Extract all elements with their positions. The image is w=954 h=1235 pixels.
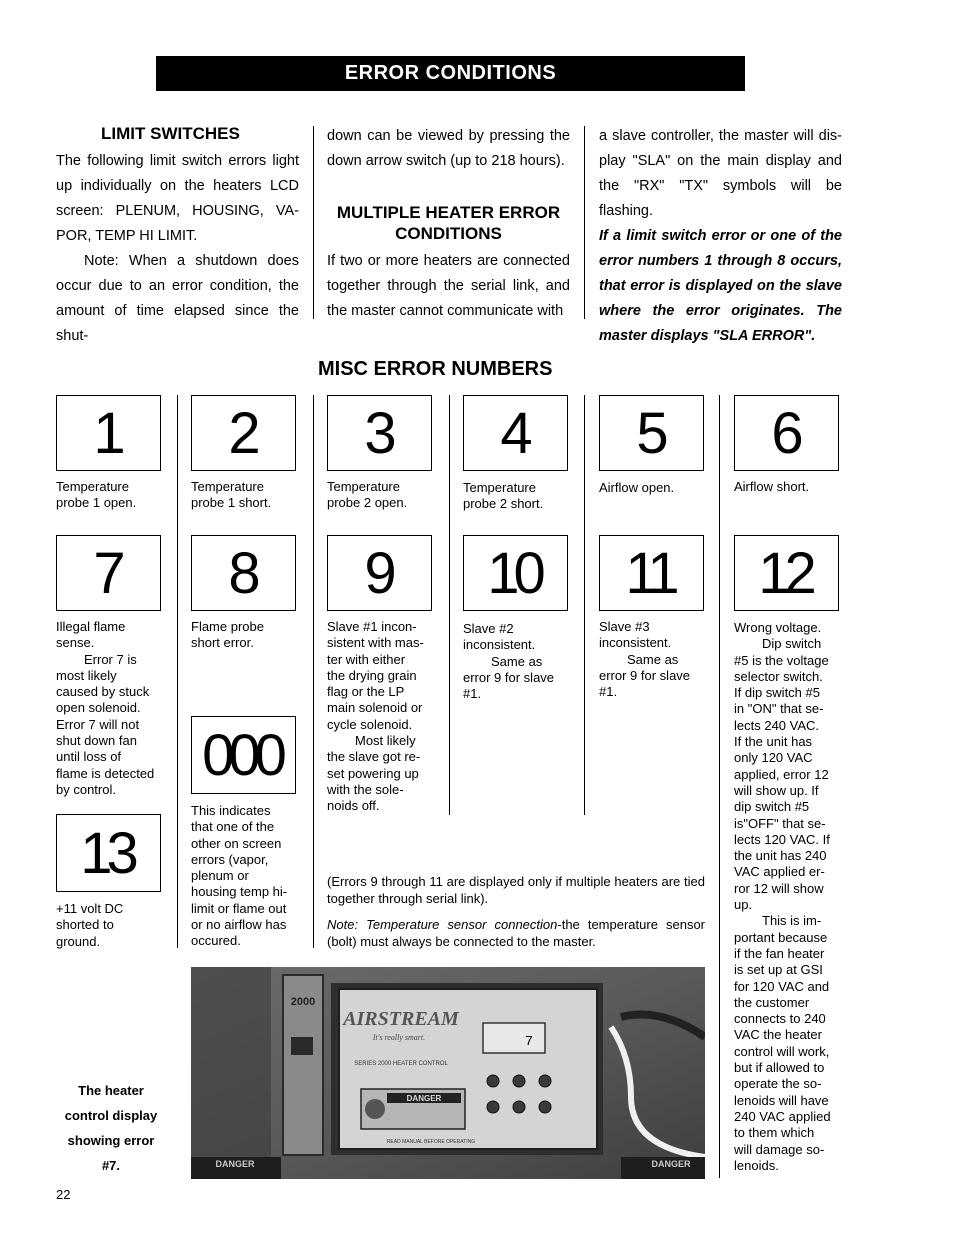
- airstream-logo: AIRSTREAM: [343, 1008, 459, 1030]
- error-8-description: Flame probe short error.: [191, 619, 264, 651]
- page-number: 22: [56, 1187, 71, 1202]
- error-box-9: 9: [327, 535, 432, 611]
- danger-label: DANGER: [406, 1094, 442, 1103]
- danger-sticker-right: DANGER: [651, 1159, 691, 1169]
- multiple-heater-paragraph: If two or more heaters are connected together through the serial link, and the master cannot communicate with: [327, 253, 570, 319]
- error-13-description: +11 volt DC shorted to ground.: [56, 901, 124, 949]
- error-box-6: 6: [734, 395, 839, 471]
- error-4-description: Temperature probe 2 short.: [463, 480, 544, 512]
- column-divider: [584, 126, 585, 319]
- error-1-description: Temperature probe 1 open.: [56, 479, 137, 511]
- error-box-000: 000: [191, 716, 296, 794]
- heater-control-photo: [191, 967, 705, 1179]
- error-box-4: 4: [463, 395, 568, 471]
- misc-error-heading: MISC ERROR NUMBERS: [318, 358, 553, 380]
- temperature-sensor-note: Note: Temperature sensor connection-the temperature sensor (bolt) must always be connected to the master.: [327, 917, 705, 949]
- shutdown-note-paragraph: Note: When a shutdown does occur due to an error condition, the amount of time elapsed since the shut-: [56, 253, 299, 344]
- column-divider: [313, 126, 314, 319]
- grid-divider: [449, 395, 450, 815]
- error-000-description: This indicates that one of the other on screen errors (vapor, plenum or housing temp hi- limit or flame out or no airflow has occured.: [191, 803, 288, 949]
- error-12-description: Wrong voltage. Dip switch #5 is the voltage selector switch. If dip switch #5 in "ON" that se- lects 240 VAC. If the unit has only 120 VAC applied, error 12 will show up. If dip switch #5 is"OFF" that se- lects 120 VAC. If the unit has 240 VAC applied er- ror 12 will show up. This is im- portant because if the fan heater is set up at GSI for 120 VAC and the customer connects to 240 VAC the heater control will work, but if allowed to operate the so- lenoids will have 240 VAC applied to them which will damage so- lenoids.: [734, 620, 831, 1173]
- slave-error-paragraph: If a limit switch error or one of the error numbers 1 through 8 occurs, that error is displayed on the slave where the error originates. The master displays "SLA ERROR".: [599, 228, 842, 344]
- error-box-3: 3: [327, 395, 432, 471]
- grid-divider: [313, 395, 314, 948]
- error-7-description: Illegal flame sense. Error 7 is most likely caused by stuck open solenoid. Error 7 will not shut down fan until loss of flame is detected by control.: [56, 619, 155, 797]
- multiple-heater-heading-line2: CONDITIONS: [395, 224, 502, 243]
- error-box-8: 8: [191, 535, 296, 611]
- slave-controller-paragraph: a slave controller, the master will dis-play "SLA" on the main display and the "RX" "TX" symbols will be flashing.: [599, 128, 842, 219]
- error-box-2: 2: [191, 395, 296, 471]
- error-box-11: 11: [599, 535, 704, 611]
- shutdown-note-continued: down can be viewed by pressing the down arrow switch (up to 218 hours).: [327, 128, 570, 169]
- error-box-1: 1: [56, 395, 161, 471]
- side-label: 2000: [290, 996, 316, 1008]
- serial-link-note: [327, 874, 705, 960]
- error-box-7: 7: [56, 535, 161, 611]
- multiple-heater-heading: MULTIPLE HEATER ERROR: [336, 203, 561, 222]
- limit-switches-heading: LIMIT SWITCHES: [101, 124, 240, 143]
- error-2-description: Temperature probe 1 short.: [191, 479, 272, 511]
- photo-caption: The heater control display showing error #7.: [64, 1083, 158, 1173]
- error-box-12: 12: [734, 535, 839, 611]
- series-text: SERIES 2000 HEATER CONTROL: [354, 1061, 448, 1067]
- error-11-description: Slave #3 inconsistent. Same as error 9 for slave #1.: [599, 619, 691, 700]
- error-3-description: Temperature probe 2 open.: [327, 479, 408, 511]
- error-6-description: Airflow short.: [734, 479, 810, 494]
- error-box-10: 10: [463, 535, 568, 611]
- error-box-5: 5: [599, 395, 704, 471]
- read-manual-text: READ MANUAL BEFORE OPERATING: [386, 1139, 476, 1145]
- error-9-description: Slave #1 incon- sistent with mas- ter with either the drying grain flag or the LP main solenoid or cycle solenoid. Most likely the slave got re- set powering up with the sole- noids off.: [327, 619, 424, 814]
- error-box-13: 13: [56, 814, 161, 892]
- grid-divider: [177, 395, 178, 948]
- limit-switches-column: [56, 122, 299, 349]
- lcd-display: 7: [524, 1034, 534, 1050]
- errors-9-11-note: (Errors 9 through 11 are displayed only if multiple heaters are tied together through serial link).: [327, 874, 705, 906]
- error-5-description: Airflow open.: [599, 480, 675, 495]
- grid-divider: [584, 395, 585, 815]
- limit-switches-paragraph: The following limit switch errors light up individually on the heaters LCD screen: PLENUM, HOUSING, VA-POR, TEMP HI LIMIT.: [56, 153, 299, 244]
- multiple-heater-column: [327, 124, 570, 324]
- section-banner: ERROR CONDITIONS: [156, 56, 745, 91]
- grid-divider: [719, 395, 720, 1178]
- danger-sticker-left: DANGER: [215, 1159, 255, 1169]
- slave-controller-column: [599, 124, 842, 349]
- tagline-text: It's really smart.: [372, 1033, 426, 1042]
- error-10-description: Slave #2 inconsistent. Same as error 9 for slave #1.: [463, 621, 555, 702]
